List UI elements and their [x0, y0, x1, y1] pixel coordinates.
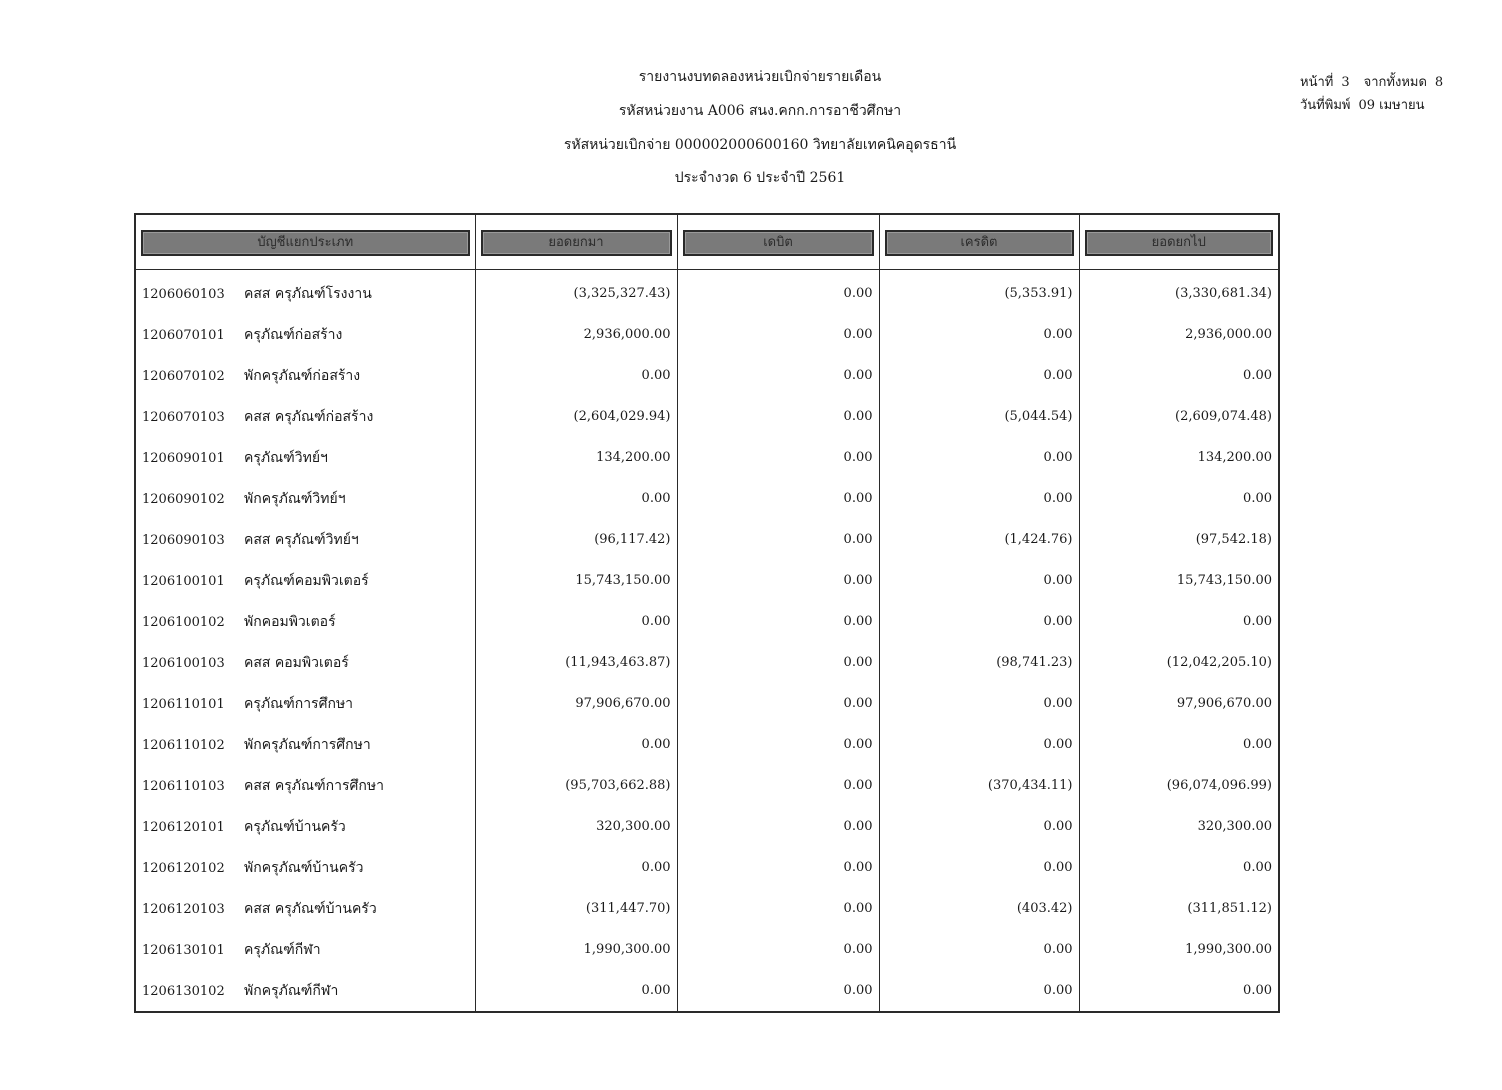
- opening-balance-cell: 1,990,300.00: [475, 929, 677, 970]
- account-cell: [135, 314, 475, 355]
- debit-cell: 0.00: [677, 806, 879, 847]
- table-row: [135, 396, 1279, 437]
- credit-cell: 0.00: [879, 314, 1079, 355]
- opening-balance-cell: (3,325,327.43): [475, 270, 677, 315]
- table-row: [135, 437, 1279, 478]
- account-name: พักครุภัณฑ์กีฬา: [244, 982, 339, 999]
- closing-balance-cell: 15,743,150.00: [1176, 573, 1272, 588]
- page-indicator: [1300, 71, 1490, 92]
- debit-cell: 0.00: [677, 560, 879, 601]
- credit-cell: (5,353.91): [879, 270, 1079, 315]
- account-name: คสส คอมพิวเตอร์: [244, 654, 349, 671]
- credit-cell: 0.00: [879, 683, 1079, 724]
- closing-balance-cell: (96,074,096.99): [1166, 778, 1272, 793]
- closing-balance-cell: 0.00: [1243, 491, 1272, 506]
- account-cell: [135, 847, 475, 888]
- account-name: พักคอมพิวเตอร์: [244, 613, 336, 630]
- table-row: [135, 847, 1279, 888]
- agency-line: รหัสหน่วยงาน A006 สนง.คกก.การอาชีวศึกษา: [618, 103, 902, 119]
- debit-cell: 0.00: [677, 683, 879, 724]
- account-code: 1206120101: [142, 819, 225, 835]
- debit-cell: 0.00: [677, 642, 879, 683]
- opening-balance-cell: 97,906,670.00: [475, 683, 677, 724]
- account-name: ครุภัณฑ์คอมพิวเตอร์: [244, 572, 369, 589]
- column-header-credit: [879, 214, 1079, 270]
- debit-cell: 0.00: [677, 765, 879, 806]
- account-name: คสส ครุภัณฑ์การศึกษา: [244, 777, 384, 794]
- table-row: [135, 888, 1279, 929]
- account-cell: [135, 642, 475, 683]
- table-header-row: [135, 214, 1279, 270]
- account-cell: [135, 683, 475, 724]
- account-code: 1206090102: [142, 491, 225, 507]
- closing-balance-cell: 0.00: [1243, 614, 1272, 629]
- column-header-debit: [677, 214, 879, 270]
- account-code: 1206070101: [142, 327, 225, 343]
- account-code: 1206070103: [142, 409, 225, 425]
- account-name: ครุภัณฑ์วิทย์ฯ: [244, 449, 328, 466]
- opening-balance-cell: (96,117.42): [475, 519, 677, 560]
- page-number: 3: [1341, 75, 1350, 90]
- column-header-closing-label: ยอดยกไป: [1085, 230, 1274, 256]
- debit-cell: 0.00: [677, 437, 879, 478]
- account-cell: [135, 270, 475, 315]
- account-name: คสส ครุภัณฑ์บ้านครัว: [244, 900, 377, 917]
- report-title: รายงานงบทดลองหน่วยเบิกจ่ายรายเดือน: [638, 69, 882, 85]
- closing-balance-cell: 97,906,670.00: [1176, 696, 1272, 711]
- account-cell: [135, 765, 475, 806]
- table-row: [135, 806, 1279, 847]
- closing-balance-cell: 0.00: [1243, 983, 1272, 998]
- closing-balance-cell: 0.00: [1243, 860, 1272, 875]
- column-header-debit-label: เดบิต: [683, 230, 874, 256]
- debit-cell: 0.00: [677, 724, 879, 765]
- account-cell: [135, 437, 475, 478]
- opening-balance-cell: (95,703,662.88): [475, 765, 677, 806]
- credit-cell: (5,044.54): [879, 396, 1079, 437]
- debit-cell: 0.00: [677, 970, 879, 1012]
- account-cell: [135, 806, 475, 847]
- credit-cell: 0.00: [879, 929, 1079, 970]
- credit-cell: (98,741.23): [879, 642, 1079, 683]
- debit-cell: 0.00: [677, 314, 879, 355]
- total-label: จากทั้งหมด: [1363, 75, 1427, 90]
- account-cell: [135, 888, 475, 929]
- credit-cell: 0.00: [879, 560, 1079, 601]
- total-pages: 8: [1434, 75, 1444, 90]
- account-cell: [135, 560, 475, 601]
- opening-balance-cell: 0.00: [475, 355, 677, 396]
- debit-cell: 0.00: [677, 929, 879, 970]
- account-code: 1206120103: [142, 901, 225, 917]
- table-row: [135, 270, 1279, 315]
- debit-cell: 0.00: [677, 847, 879, 888]
- account-code: 1206110101: [142, 696, 225, 712]
- account-cell: [135, 929, 475, 970]
- account-cell: [135, 355, 475, 396]
- credit-cell: (370,434.11): [879, 765, 1079, 806]
- opening-balance-cell: 15,743,150.00: [475, 560, 677, 601]
- account-code: 1206100103: [142, 655, 225, 671]
- debit-cell: 0.00: [677, 396, 879, 437]
- column-header-closing: [1079, 214, 1279, 270]
- opening-balance-cell: (11,943,463.87): [475, 642, 677, 683]
- credit-cell: 0.00: [879, 724, 1079, 765]
- credit-cell: 0.00: [879, 601, 1079, 642]
- closing-balance-cell: 0.00: [1243, 368, 1272, 383]
- account-cell: [135, 478, 475, 519]
- column-header-opening: [475, 214, 677, 270]
- credit-cell: 0.00: [879, 355, 1079, 396]
- account-code: 1206090103: [142, 532, 225, 548]
- table-body: [135, 270, 1279, 1013]
- account-name: ครุภัณฑ์ก่อสร้าง: [244, 326, 343, 343]
- column-header-account: [135, 214, 475, 270]
- closing-balance-cell: (311,851.12): [1187, 901, 1272, 916]
- table-row: [135, 724, 1279, 765]
- table-row: [135, 478, 1279, 519]
- account-name: ครุภัณฑ์บ้านครัว: [244, 818, 346, 835]
- trial-balance-table: [134, 213, 1280, 1013]
- account-name: พักครุภัณฑ์ก่อสร้าง: [244, 367, 361, 384]
- closing-balance-cell: 0.00: [1243, 737, 1272, 752]
- opening-balance-cell: (311,447.70): [475, 888, 677, 929]
- opening-balance-cell: 0.00: [475, 724, 677, 765]
- account-code: 1206110102: [142, 737, 225, 753]
- account-name: พักครุภัณฑ์วิทย์ฯ: [244, 490, 346, 507]
- credit-cell: 0.00: [879, 437, 1079, 478]
- account-code: 1206100102: [142, 614, 225, 630]
- account-name: คสส ครุภัณฑ์โรงงาน: [244, 285, 372, 302]
- account-name: พักครุภัณฑ์การศึกษา: [244, 736, 371, 753]
- column-header-account-label: บัญชีแยกประเภท: [141, 230, 470, 256]
- table-row: [135, 519, 1279, 560]
- credit-cell: (403.42): [879, 888, 1079, 929]
- table-row: [135, 642, 1279, 683]
- opening-balance-cell: (2,604,029.94): [475, 396, 677, 437]
- credit-cell: (1,424.76): [879, 519, 1079, 560]
- account-code: 1206060103: [142, 286, 225, 302]
- account-name: คสส ครุภัณฑ์วิทย์ฯ: [244, 531, 359, 548]
- table-row: [135, 929, 1279, 970]
- opening-balance-cell: 0.00: [475, 478, 677, 519]
- print-date-label: วันที่พิมพ์: [1300, 98, 1351, 113]
- opening-balance-cell: 0.00: [475, 847, 677, 888]
- opening-balance-cell: 0.00: [475, 970, 677, 1012]
- debit-cell: 0.00: [677, 519, 879, 560]
- closing-balance-cell: (97,542.18): [1195, 532, 1272, 547]
- closing-balance-cell: 134,200.00: [1197, 450, 1272, 465]
- account-name: พักครุภัณฑ์บ้านครัว: [244, 859, 364, 876]
- debit-cell: 0.00: [677, 478, 879, 519]
- account-cell: [135, 519, 475, 560]
- print-date-indicator: [1300, 94, 1490, 115]
- column-header-opening-label: ยอดยกมา: [481, 230, 672, 256]
- account-code: 1206090101: [142, 450, 225, 466]
- page-label: หน้าที่: [1300, 75, 1334, 90]
- credit-cell: 0.00: [879, 970, 1079, 1012]
- account-cell: [135, 970, 475, 1012]
- opening-balance-cell: 2,936,000.00: [475, 314, 677, 355]
- debit-cell: 0.00: [677, 355, 879, 396]
- period-line: ประจำงวด 6 ประจำปี 2561: [674, 170, 846, 186]
- table-row: [135, 355, 1279, 396]
- account-code: 1206100101: [142, 573, 225, 589]
- table-row: [135, 683, 1279, 724]
- table-row: [135, 601, 1279, 642]
- table-row: [135, 314, 1279, 355]
- credit-cell: 0.00: [879, 847, 1079, 888]
- disbursing-unit-line: รหัสหน่วยเบิกจ่าย 000002000600160 วิทยาลัยเทคนิคอุดรธานี: [563, 137, 957, 153]
- credit-cell: 0.00: [879, 478, 1079, 519]
- account-name: คสส ครุภัณฑ์ก่อสร้าง: [244, 408, 374, 425]
- debit-cell: 0.00: [677, 601, 879, 642]
- table-row: [135, 970, 1279, 1012]
- debit-cell: 0.00: [677, 270, 879, 315]
- account-code: 1206110103: [142, 778, 225, 794]
- account-code: 1206120102: [142, 860, 225, 876]
- closing-balance-cell: 2,936,000.00: [1185, 327, 1272, 342]
- print-date: 09 เมษายน: [1358, 98, 1425, 113]
- column-header-credit-label: เครดิต: [885, 230, 1074, 256]
- account-cell: [135, 396, 475, 437]
- account-name: ครุภัณฑ์กีฬา: [244, 941, 321, 958]
- account-cell: [135, 724, 475, 765]
- credit-cell: 0.00: [879, 806, 1079, 847]
- table-row: [135, 765, 1279, 806]
- closing-balance-cell: 1,990,300.00: [1185, 942, 1272, 957]
- opening-balance-cell: 0.00: [475, 601, 677, 642]
- opening-balance-cell: 134,200.00: [475, 437, 677, 478]
- account-code: 1206070102: [142, 368, 225, 384]
- account-cell: [135, 601, 475, 642]
- account-code: 1206130102: [142, 983, 225, 999]
- closing-balance-cell: 320,300.00: [1197, 819, 1272, 834]
- closing-balance-cell: (2,609,074.48): [1175, 409, 1272, 424]
- closing-balance-cell: (3,330,681.34): [1175, 286, 1272, 301]
- table-row: [135, 560, 1279, 601]
- account-code: 1206130101: [142, 942, 225, 958]
- account-name: ครุภัณฑ์การศึกษา: [244, 695, 354, 712]
- opening-balance-cell: 320,300.00: [475, 806, 677, 847]
- closing-balance-cell: (12,042,205.10): [1166, 655, 1272, 670]
- debit-cell: 0.00: [677, 888, 879, 929]
